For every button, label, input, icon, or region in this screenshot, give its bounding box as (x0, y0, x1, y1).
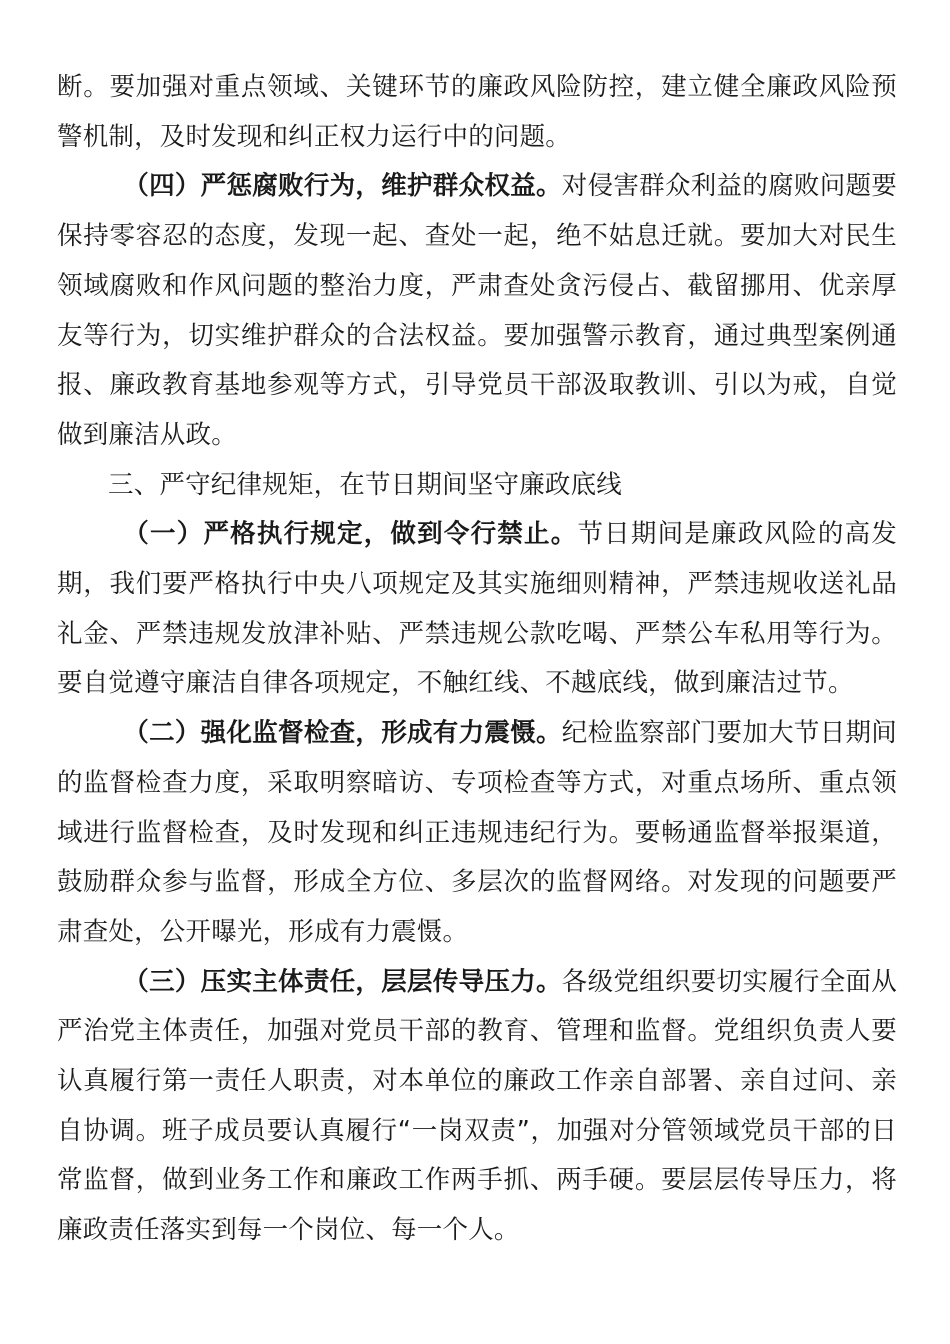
section-heading-text: 三、严守纪律规矩，在节日期间坚守廉政底线 (108, 469, 623, 500)
paragraph-text: 断。要加强对重点领域、关键环节的廉政风险防控，建立健全廉政风险预警机制，及时发现和纠正权力运行中的问题。 (57, 72, 897, 152)
paragraph-lead-bold: （一）严格执行规定，做到令行禁止。 (123, 519, 578, 550)
paragraph-section-three (57, 958, 897, 1256)
paragraph-section-four (57, 162, 897, 460)
paragraph-lead-bold: （二）强化监督检查，形成有力震慑。 (123, 718, 562, 749)
document-body (57, 63, 897, 1256)
paragraph-text: 节日期间是廉政风险的高发期，我们要严格执行中央八项规定及其实施细则精神，严禁违规收送礼品礼金、严禁违规发放津补贴、严禁违规公款吃喝、严禁公车私用等行为。要自觉遵守廉洁自律各项规定，不触红线、不越底线，做到廉洁过节。 (57, 519, 897, 699)
paragraph-text: 纪检监察部门要加大节日期间的监督检查力度，采取明察暗访、专项检查等方式，对重点场所、重点领域进行监督检查，及时发现和纠正违规违纪行为。要畅通监督举报渠道，鼓励群众参与监督，形成全方位、多层次的监督网络。对发现的问题要严肃查处，公开曝光，形成有力震慑。 (57, 718, 897, 947)
paragraph-text: 对侵害群众利益的腐败问题要保持零容忍的态度，发现一起、查处一起，绝不姑息迁就。要加大对民生领域腐败和作风问题的整治力度，严肃查处贪污侵占、截留挪用、优亲厚友等行为，切实维护群众的合法权益。要加强警示教育，通过典型案例通报、廉政教育基地参观等方式，引导党员干部汲取教训、引以为戒，自觉做到廉洁从政。 (57, 171, 897, 450)
paragraph-text: 各级党组织要切实履行全面从严治党主体责任，加强对党员干部的教育、管理和监督。党组织负责人要认真履行第一责任人职责，对本单位的廉政工作亲自部署、亲自过问、亲自协调。班子成员要认真履行“一岗双责”，加强对分管领域党员干部的日常监督，做到业务工作和廉政工作两手抓、两手硬。要层层传导压力，将廉政责任落实到每一个岗位、每一个人。 (57, 966, 897, 1246)
section-heading (57, 461, 897, 511)
paragraph-section-one (57, 510, 897, 709)
paragraph-continuation (57, 63, 897, 162)
paragraph-section-two (57, 709, 897, 958)
paragraph-lead-bold: （四）严惩腐败行为，维护群众权益。 (123, 171, 562, 202)
paragraph-lead-bold: （三）压实主体责任，层层传导压力。 (123, 966, 562, 997)
